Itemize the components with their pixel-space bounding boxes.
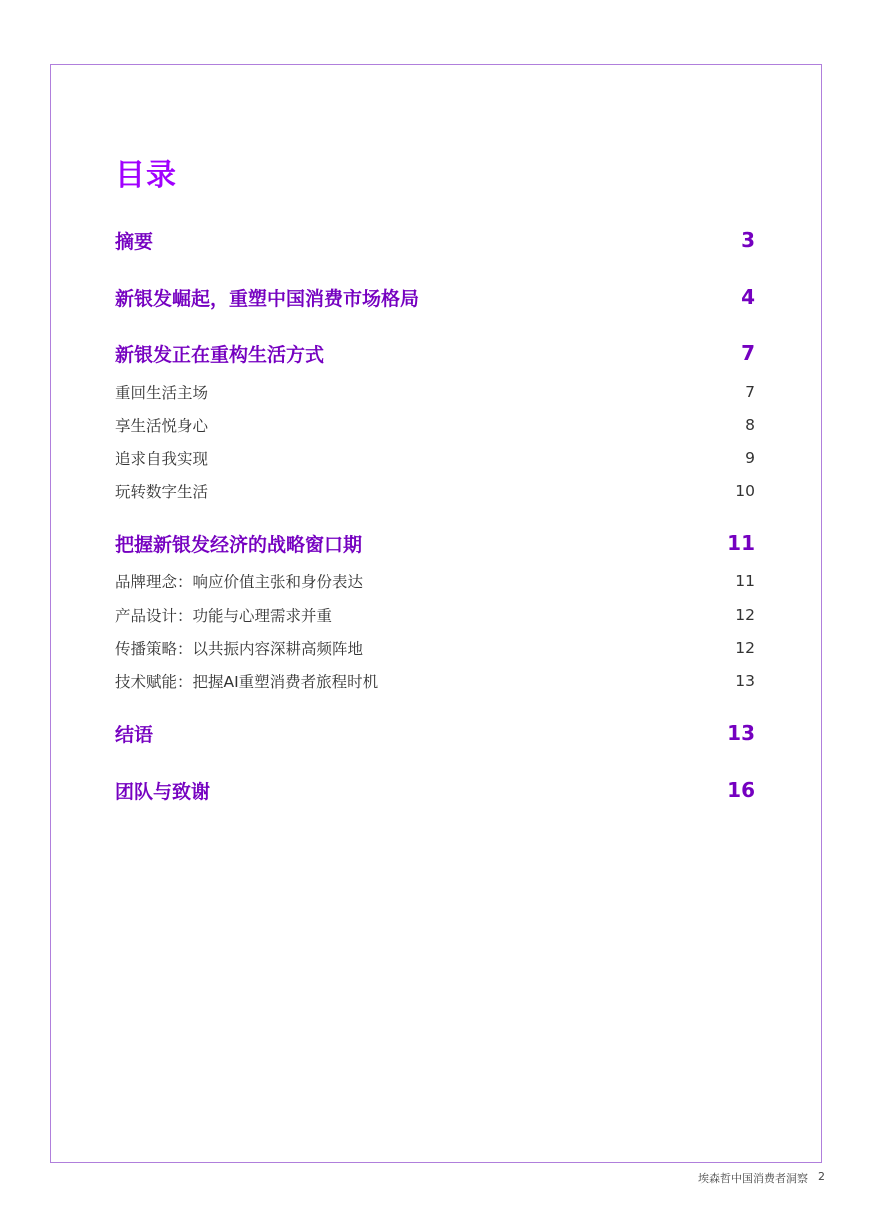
toc-subentry[interactable] — [115, 569, 755, 593]
toc-subentry-label: 技术赋能：把握AI重塑消费者旅程时机 — [115, 673, 379, 691]
toc-entry-label: 新银发正在重构生活方式 — [115, 343, 325, 366]
toc-entry-page: 11 — [727, 531, 755, 555]
footer-page-number: 2 — [818, 1170, 825, 1183]
toc-subentry-label: 玩转数字生活 — [115, 483, 209, 501]
toc-subentry-page: 7 — [745, 383, 755, 401]
toc-subentry[interactable] — [115, 636, 755, 660]
toc-subentry-page: 11 — [735, 572, 755, 590]
toc-entry-strategic-window[interactable] — [115, 528, 755, 558]
toc-subentry[interactable] — [115, 603, 755, 627]
toc-subentry-page: 10 — [735, 482, 755, 500]
toc-entry-new-silver-rise[interactable] — [115, 282, 755, 312]
toc-entry-page: 13 — [727, 721, 755, 745]
toc-subentry[interactable] — [115, 479, 755, 503]
toc-entry-label: 团队与致谢 — [115, 780, 211, 803]
toc-subentry-page: 12 — [735, 606, 755, 624]
toc-entry-team-acknowledgements[interactable] — [115, 775, 755, 805]
toc-subentry-page: 8 — [745, 416, 755, 434]
toc-subentry[interactable] — [115, 446, 755, 470]
toc-entry-label: 摘要 — [115, 230, 154, 253]
footer-doc-title: 埃森哲中国消费者洞察 — [698, 1172, 808, 1185]
toc-subentry[interactable] — [115, 413, 755, 437]
toc-entry-page: 3 — [741, 228, 755, 252]
toc-subentry-page: 12 — [735, 639, 755, 657]
toc-subentry-label: 追求自我实现 — [115, 450, 209, 468]
toc-entry-label: 结语 — [115, 723, 154, 746]
toc-entry-label: 新银发崛起，重塑中国消费市场格局 — [115, 287, 420, 310]
table-of-contents — [115, 0, 755, 1228]
page-footer — [698, 1170, 825, 1186]
toc-entry-summary[interactable] — [115, 225, 755, 255]
toc-subentry-page: 13 — [735, 672, 755, 690]
toc-entry-page: 16 — [727, 778, 755, 802]
toc-subentry-page: 9 — [745, 449, 755, 467]
toc-subentry-label: 传播策略：以共振内容深耕高频阵地 — [115, 640, 364, 658]
toc-entry-page: 7 — [741, 341, 755, 365]
toc-title: 目录 — [115, 158, 177, 193]
toc-entry-page: 4 — [741, 285, 755, 309]
toc-subentry-label: 产品设计：功能与心理需求并重 — [115, 607, 333, 625]
toc-entry-conclusion[interactable] — [115, 718, 755, 748]
toc-subentry[interactable] — [115, 380, 755, 404]
toc-subentry-label: 享生活悦身心 — [115, 417, 209, 435]
toc-entry-label: 把握新银发经济的战略窗口期 — [115, 533, 363, 556]
toc-subentry-label: 重回生活主场 — [115, 384, 209, 402]
toc-entry-lifestyle[interactable] — [115, 338, 755, 368]
toc-subentry-label: 品牌理念：响应价值主张和身份表达 — [115, 573, 364, 591]
toc-subentry[interactable] — [115, 669, 755, 693]
